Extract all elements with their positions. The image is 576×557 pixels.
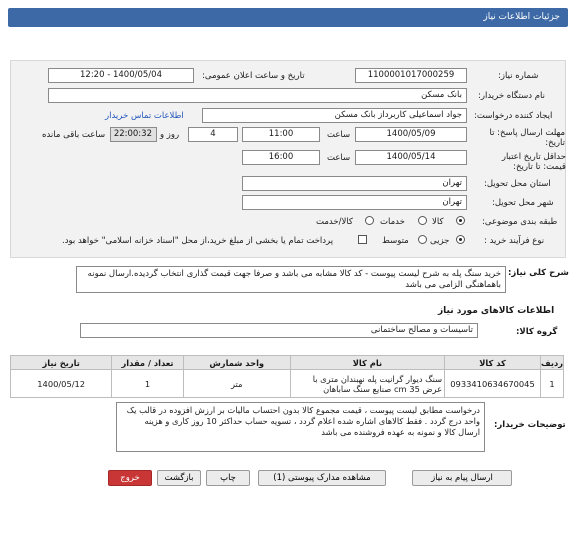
table-row <box>11 370 564 398</box>
category-radio-goods[interactable] <box>456 216 465 225</box>
announce-field: 1400/05/04 - 12:20 <box>48 68 194 83</box>
description-label: شرح کلی نیاز: <box>508 268 569 278</box>
buyer-label: نام دستگاه خریدار: <box>478 91 545 101</box>
goods-table-header <box>11 356 564 370</box>
treasury-payment-checkbox[interactable] <box>358 235 367 244</box>
validity-time-label: ساعت <box>327 153 351 163</box>
validity-date-field: 1400/05/14 <box>355 150 467 165</box>
row-name: سنگ دیوار گرانیت پله نهبندان متری با عرض 35 cm صنایع سنگ ساباهان <box>290 370 444 398</box>
col-name: نام کالا <box>290 356 444 370</box>
purchase-radio-minor[interactable] <box>456 235 465 244</box>
buyer-field: بانک مسکن <box>48 88 467 103</box>
buyer-contact-link[interactable]: اطلاعات تماس خریدار <box>105 111 184 121</box>
category-radio-services[interactable] <box>418 216 427 225</box>
col-unit: واحد شمارش <box>183 356 290 370</box>
province-field: تهران <box>242 176 467 191</box>
goods-group-label: گروه کالا: <box>516 327 558 337</box>
deadline-label: مهلت ارسال پاسخ: تا تاریخ: <box>489 128 565 148</box>
creator-label: ایجاد کننده درخواست: <box>474 111 553 121</box>
row-unit: متر <box>183 370 290 398</box>
category-option-goods: کالا <box>432 217 444 227</box>
purchase-option-minor: جزیی <box>430 236 450 246</box>
goods-table <box>10 355 564 398</box>
send-message-button[interactable]: ارسال پیام به نیاز <box>412 470 512 486</box>
deadline-time-field: 11:00 <box>242 127 320 142</box>
deadline-date-field: 1400/05/09 <box>355 127 467 142</box>
province-label: استان محل تحویل: <box>484 179 551 189</box>
creator-field: جواد اسماعیلی کاربرداز بانک مسکن <box>202 108 467 123</box>
view-attachments-button[interactable]: مشاهده مدارک پیوستی (1) <box>258 470 386 486</box>
city-label: شهر محل تحویل: <box>492 198 554 208</box>
description-field: خرید سنگ پله به شرح لیست پیوست - کد کالا مشابه می باشد و صرفا جهت قیمت گذاری انتخاب گردیده.ارسال نمونه باهماهنگی الزامی می باشد <box>76 266 506 293</box>
purchase-option-medium: متوسط <box>382 236 409 246</box>
goods-section-title: اطلاعات کالاهای مورد نیاز <box>438 306 555 316</box>
city-field: تهران <box>242 195 467 210</box>
row-qty: 1 <box>112 370 183 398</box>
print-button[interactable]: چاپ <box>206 470 250 486</box>
row-index: 1 <box>540 370 563 398</box>
row-code: 0933410634670045 <box>445 370 541 398</box>
col-index: ردیف <box>540 357 563 368</box>
col-code: کد کالا <box>445 356 541 370</box>
purchase-type-label: نوع فرآیند خرید : <box>484 236 545 246</box>
remaining-time-label: ساعت باقی مانده <box>42 130 106 140</box>
page-title: جزئیات اطلاعات نیاز <box>483 12 560 22</box>
col-date: تاریخ نیاز <box>11 356 112 370</box>
days-remaining-field: 4 <box>188 127 238 142</box>
remaining-time-field: 22:00:32 <box>110 127 157 142</box>
days-label: روز و <box>160 130 180 140</box>
need-number-field: 1100001017000259 <box>355 68 467 83</box>
page-title-bar <box>8 8 568 27</box>
category-radio-goods-services[interactable] <box>365 216 374 225</box>
category-label: طبقه بندی موضوعی: <box>482 217 558 227</box>
category-option-goods-services: کالا/خدمت <box>316 217 353 227</box>
row-date: 1400/05/12 <box>11 370 112 398</box>
announce-label: تاریخ و ساعت اعلان عمومی: <box>202 71 305 81</box>
need-number-label: شماره نیاز: <box>498 71 539 81</box>
buyer-notes-label: توضیحات خریدار: <box>494 420 566 430</box>
category-option-services: خدمات <box>380 217 405 227</box>
back-button[interactable]: بازگشت <box>157 470 201 486</box>
buyer-notes-field: درخواست مطابق لیست پیوست ، قیمت مجموع کالا بدون احتساب مالیات بر ارزش افزوده در قالب یک واحد درج گردد . فقط کالاهای اشاره شده اعلام گردد ، تسویه حساب حداکثر 10 روز کاری و هزینه ارسال کالا و نمونه به عهده فروشنده می باشد <box>116 402 485 452</box>
purchase-radio-medium[interactable] <box>418 235 427 244</box>
validity-label: حداقل تاریخ اعتبار قیمت: تا تاریخ: <box>501 152 566 172</box>
validity-time-field: 16:00 <box>242 150 320 165</box>
goods-group-field: تاسیسات و مصالح ساختمانی <box>80 323 478 338</box>
deadline-time-label: ساعت <box>327 130 351 140</box>
col-qty: تعداد / مقدار <box>112 356 183 370</box>
exit-button[interactable]: خروج <box>108 470 152 486</box>
treasury-payment-note: پرداخت تمام یا بخشی از مبلغ خرید،از محل "اسناد خزانه اسلامی" خواهد بود. <box>62 236 334 246</box>
